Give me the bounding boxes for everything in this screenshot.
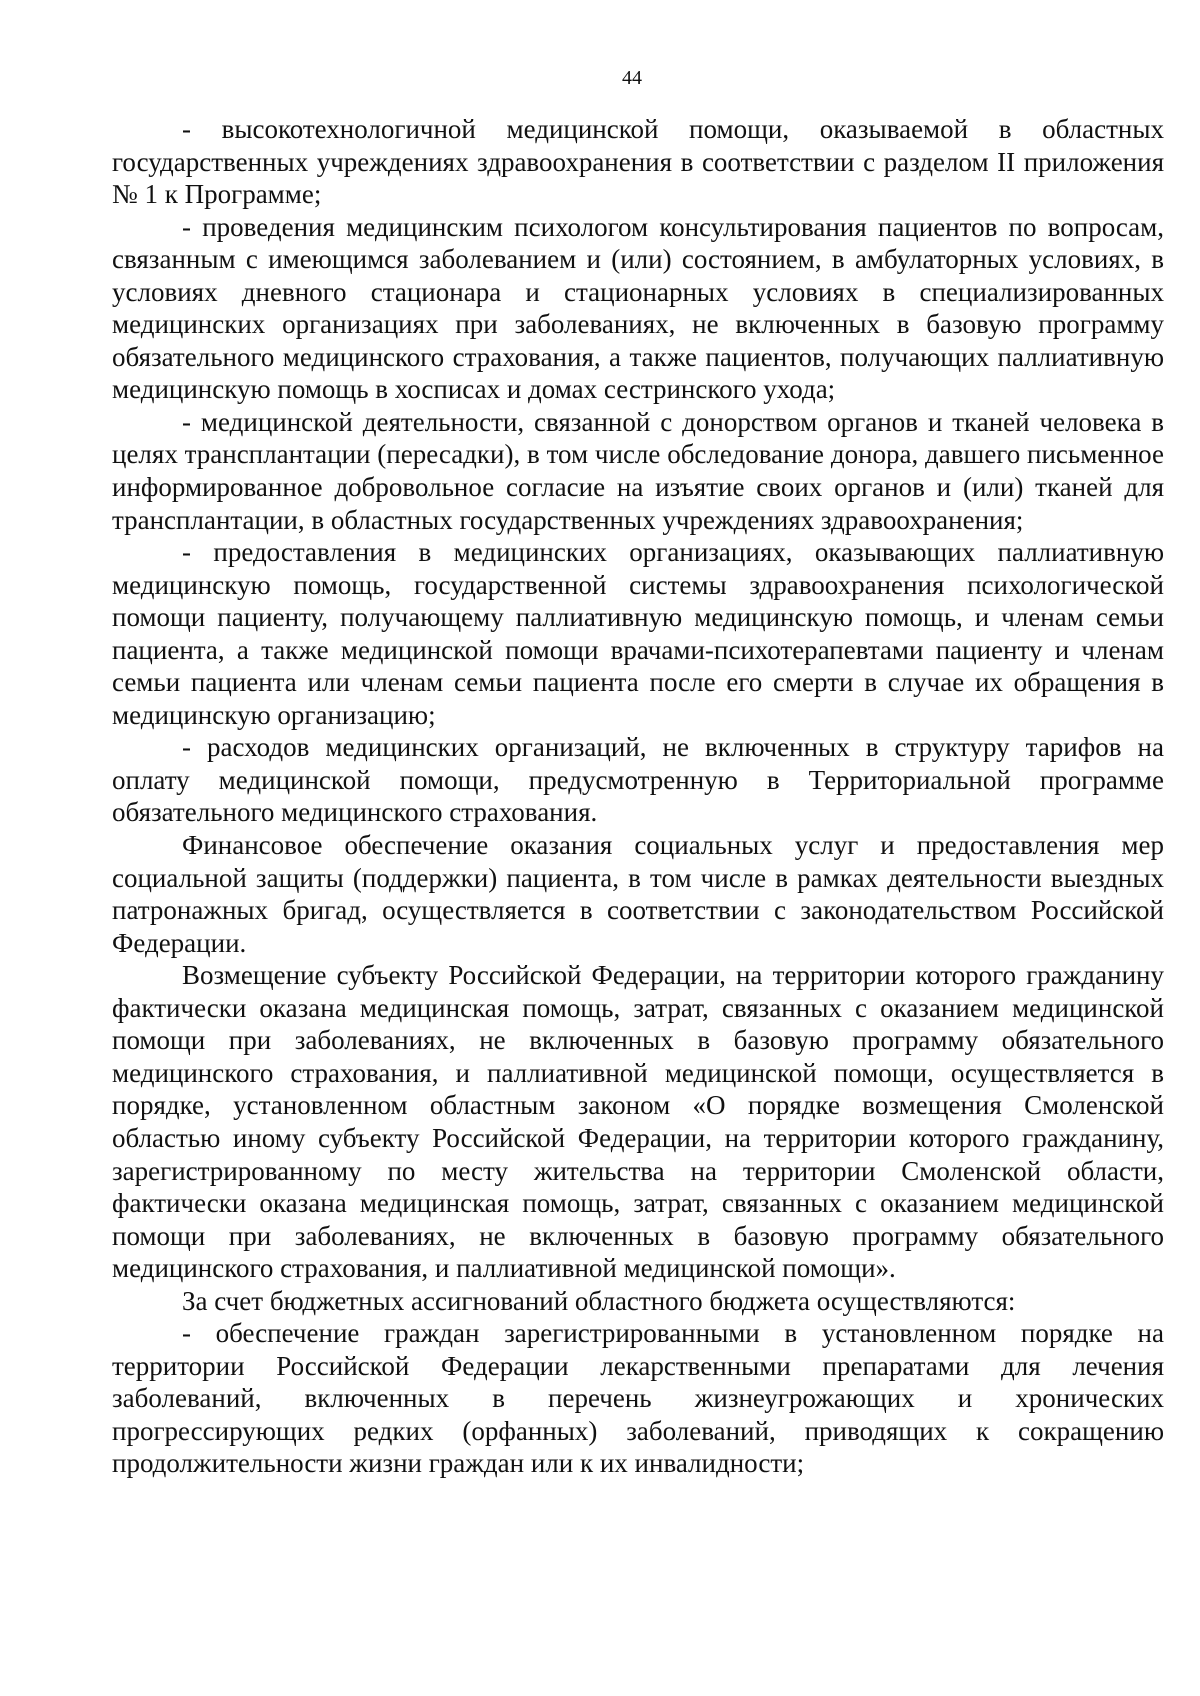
paragraph-high-tech-care: - высокотехнологичной медицинской помощи, оказываемой в областных государственных учреждениях здравоохранения в соответствии с разделом II приложения № 1 к Программе; xyxy=(112,114,1164,210)
paragraph-reimbursement: Возмещение субъекту Российской Федерации, на территории которого гражданину фактически оказана медицинская помощь, затрат, связанных с оказанием медицинской помощи при заболеваниях, не включенных в базовую программу обязательного медицинского страхования, и паллиативной медицинской помощи, осуществляется в порядке, установленном областным законом «О порядке возмещения Смоленской областью иному субъекту Российской Федерации, на территории которого гражданину, зарегистрированному по месту жительства на территории Смоленской области, фактически оказана медицинская помощь, затрат, связанных с оказанием медицинской помощи при заболеваниях, не включенных в базовую программу обязательного медицинского страхования, и паллиативной медицинской помощи». xyxy=(112,960,1164,1284)
paragraph-budget-allocations-heading: За счет бюджетных ассигнований областного бюджета осуществляются: xyxy=(182,1285,1016,1316)
paragraph-social-services-financing: Финансовое обеспечение оказания социальных услуг и предоставления мер социальной защиты (поддержки) пациента, в том числе в рамках деятельности выездных патронажных бригад, осуществляется в соответствии с законодательством Российской Федерации. xyxy=(112,830,1164,958)
page-number: 44 xyxy=(622,67,642,89)
paragraph-organ-donation: - медицинской деятельности, связанной с донорством органов и тканей человека в целях трансплантации (пересадки), в том числе обследование донора, давшего письменное информированное добровольное согласие на изъятие своих органов и (или) тканей для трансплантации, в областных государственных учреждениях здравоохранения; xyxy=(112,406,1164,535)
paragraph-psychologist-consulting: - проведения медицинским психологом консультирования пациентов по вопросам, связанным с имеющимся заболеванием и (или) состоянием, в амбулаторных условиях, в условиях дневного стационара и стационарных условиях в специализированных медицинских организациях при заболеваниях, не включенных в базовую программу обязательного медицинского страхования, а также пациентов, получающих паллиативную медицинскую помощь в хосписах и домах сестринского ухода; xyxy=(112,211,1164,405)
paragraph-orphan-drugs: - обеспечение граждан зарегистрированными в установленном порядке на территории Российской Федерации лекарственными препаратами для лечения заболеваний, включенных в перечень жизнеугрожающих и хронических прогрессирующих редких (орфанных) заболеваний, приводящих к сокращению продолжительности жизни граждан или к их инвалидности; xyxy=(112,1318,1164,1479)
paragraph-palliative-psychological-help: - предоставления в медицинских организациях, оказывающих паллиативную медицинскую помощь, государственной системы здравоохранения психологической помощи пациенту, получающему паллиативную медицинскую помощь, и членам семьи пациента, а также медицинской помощи врачами-психотерапевтами пациенту и членам семьи пациента или членам семьи пациента после его смерти в случае их обращения в медицинскую организацию; xyxy=(112,537,1164,730)
paragraph-expenses-not-in-tariffs: - расходов медицинских организаций, не включенных в структуру тарифов на оплату медицинской помощи, предусмотренную в Территориальной программе обязательного медицинского страхования. xyxy=(112,732,1164,828)
document-body xyxy=(112,113,1164,1480)
